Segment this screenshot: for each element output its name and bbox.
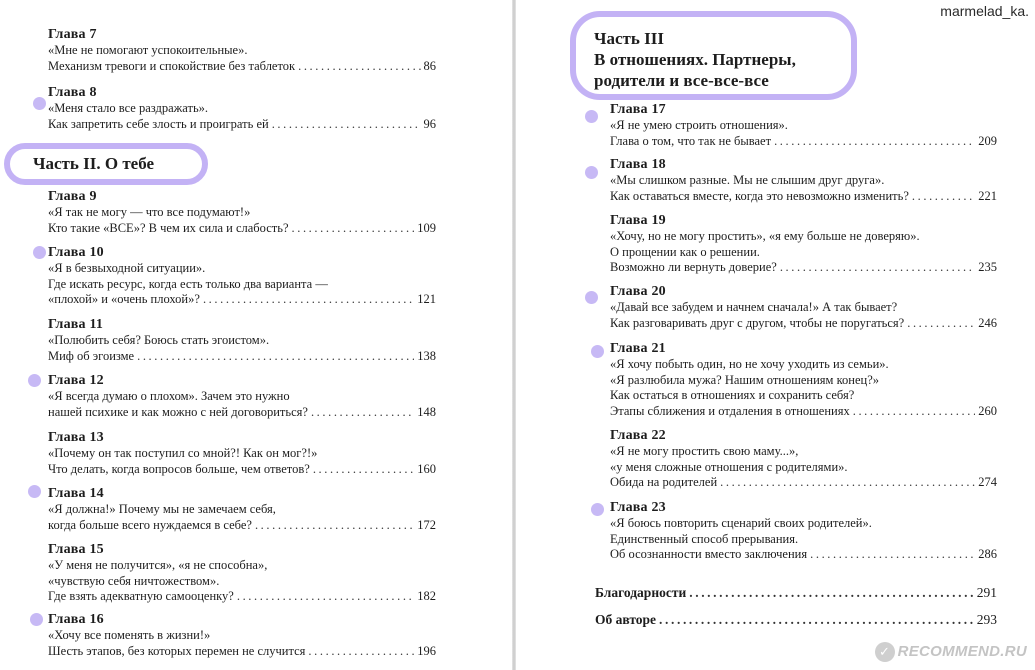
leader-dots — [137, 349, 414, 365]
leader-dots — [659, 612, 974, 628]
toc-entry-ch10 — [48, 245, 436, 308]
chapter-title: Глава 15 — [48, 542, 104, 557]
leader-dots — [774, 134, 975, 150]
chapter-title: Глава 21 — [610, 341, 666, 356]
toc-entry-ch7 — [48, 27, 436, 74]
toc-line — [610, 404, 997, 420]
chapter-subtitle: «Мы слишком разные. Мы не слышим друг друга». — [610, 173, 885, 187]
chapter-title: Глава 23 — [610, 500, 666, 515]
toc-line — [48, 349, 436, 365]
chapter-subtitle: «Я разлюбила мужа? Нашим отношениям конец?» — [610, 372, 880, 387]
toc-text: Этапы сближения и отдаления в отношениях — [610, 403, 850, 418]
chapter-subtitle: «У меня не получится», «я не способна», — [48, 558, 268, 572]
toc-line — [48, 589, 436, 605]
leader-dots — [313, 462, 414, 478]
toc-text: Обида на родителей — [610, 475, 718, 489]
toc-entry-ch18 — [610, 157, 997, 204]
bullet-marker — [30, 613, 43, 626]
chapter-subtitle: Как остаться в отношениях и сохранить себя? — [610, 388, 855, 402]
part-heading-line: Часть III — [594, 29, 664, 48]
chapter-subtitle: «Меня стало все раздражать». — [48, 101, 209, 115]
part-heading-line: родители и все-все-все — [594, 71, 769, 90]
recommend-logo-icon: ✓ — [875, 642, 895, 662]
chapter-subtitle: «Я не умею строить отношения». — [610, 118, 788, 132]
leader-dots — [292, 221, 415, 237]
toc-line — [48, 59, 436, 75]
toc-line — [48, 221, 436, 237]
toc-entry-ch20 — [610, 284, 997, 331]
toc-text: Как запретить себе злость и проиграть ей — [48, 116, 269, 131]
chapter-subtitle: «Мне не помогают успокоительные». — [48, 43, 248, 57]
leader-dots — [907, 316, 975, 332]
chapter-subtitle: Где искать ресурс, когда есть только два варианта — — [48, 276, 328, 291]
chapter-subtitle: Единственный способ прерывания. — [610, 531, 799, 546]
site-watermark-text: RECOMMEND.RU — [897, 643, 1027, 660]
chapter-title: Глава 11 — [48, 317, 104, 332]
page-number: 260 — [978, 403, 997, 418]
toc-line — [610, 316, 997, 332]
toc-text: Об авторе — [595, 612, 657, 627]
bullet-marker — [33, 246, 46, 259]
toc-text: когда больше всего нуждаемся в себе? — [48, 517, 252, 532]
toc-entry-ch19 — [610, 213, 997, 276]
chapter-title: Глава 20 — [610, 284, 666, 299]
chapter-title: Глава 8 — [48, 85, 97, 100]
toc-line — [48, 405, 436, 421]
toc-line — [48, 117, 436, 133]
toc-text: Как разговаривать друг с другом, чтобы не поругаться? — [610, 315, 905, 330]
leader-dots — [255, 518, 414, 534]
toc-line — [610, 189, 997, 205]
leader-dots — [308, 644, 414, 660]
chapter-subtitle: «Я не могу простить свою маму...», — [610, 444, 799, 458]
leader-dots — [298, 59, 420, 75]
part-heading: Часть II. О тебе — [33, 154, 155, 173]
page-number: 291 — [976, 585, 997, 600]
toc-text: Что делать, когда вопросов больше, чем ответов? — [48, 461, 310, 476]
page-number: 138 — [417, 348, 436, 363]
leader-dots — [912, 189, 975, 205]
toc-entry-ch17 — [610, 102, 997, 149]
chapter-subtitle: «Я боюсь повторить сценарий своих родителей». — [610, 516, 872, 530]
page-number: 274 — [978, 475, 997, 489]
toc-text: Благодарности — [595, 585, 687, 600]
toc-entry-ch12 — [48, 373, 436, 420]
chapter-subtitle: «Полюбить себя? Боюсь стать эгоистом». — [48, 333, 270, 347]
page-number: 160 — [417, 461, 436, 476]
toc-text: Шесть этапов, без которых перемен не случится — [48, 643, 306, 658]
leader-dots — [311, 405, 414, 421]
toc-entry-ch23 — [610, 500, 997, 563]
toc-line — [610, 475, 997, 491]
chapter-title: Глава 12 — [48, 373, 104, 388]
chapter-title: Глава 22 — [610, 428, 666, 443]
chapter-title: Глава 10 — [48, 245, 104, 260]
page-number: 235 — [978, 260, 997, 274]
toc-line — [48, 292, 436, 308]
page-number: 96 — [423, 116, 436, 131]
right-page — [516, 0, 1035, 670]
username-watermark: marmelad_ka. — [940, 3, 1029, 19]
page-number: 196 — [417, 643, 436, 658]
toc-text: Глава о том, что так не бывает — [610, 133, 772, 148]
toc-line — [610, 134, 997, 150]
chapter-subtitle: «Я хочу побыть один, но не хочу уходить из семьи». — [610, 357, 889, 371]
chapter-subtitle: «Я должна!» Почему мы не замечаем себя, — [48, 502, 276, 516]
chapter-title: Глава 9 — [48, 189, 97, 204]
chapter-title: Глава 18 — [610, 157, 666, 172]
chapter-subtitle: «у меня сложные отношения с родителями». — [610, 459, 848, 474]
toc-text: Механизм тревоги и спокойствие без таблеток — [48, 58, 296, 73]
toc-text: нашей психике и как можно с ней договориться? — [48, 404, 308, 419]
bullet-marker — [28, 374, 41, 387]
toc-line — [610, 260, 997, 276]
toc-entry-ch14 — [48, 486, 436, 533]
toc-entry-ch15 — [48, 542, 436, 605]
chapter-subtitle: «Я так не могу — что все подумают!» — [48, 205, 251, 219]
toc-entry-ch11 — [48, 317, 436, 364]
leader-dots — [810, 547, 975, 563]
toc-text: «плохой» и «очень плохой»? — [48, 292, 200, 306]
bullet-marker — [28, 485, 41, 498]
chapter-title: Глава 14 — [48, 486, 104, 501]
toc-line — [48, 462, 436, 478]
page-number: 221 — [978, 188, 997, 203]
toc-line — [610, 547, 997, 563]
toc-entry-ch21 — [610, 341, 997, 419]
part-heading — [594, 28, 796, 91]
toc-text: Миф об эгоизме — [48, 348, 135, 363]
leader-dots — [780, 260, 975, 276]
toc-line — [48, 518, 436, 534]
toc-entry-ch9 — [48, 189, 436, 236]
page-number: 121 — [417, 292, 436, 306]
site-watermark — [875, 642, 1027, 662]
chapter-subtitle: «Давай все забудем и начнем сначала!» А так бывает? — [610, 300, 898, 314]
toc-text: Где взять адекватную самооценку? — [48, 589, 234, 603]
chapter-subtitle: «Хочу все поменять в жизни!» — [48, 628, 211, 642]
toc-entry-about — [595, 612, 997, 628]
page-number: 209 — [978, 133, 997, 148]
chapter-subtitle: «Я всегда думаю о плохом». Зачем это нужно — [48, 389, 290, 403]
toc-entry-ch13 — [48, 430, 436, 477]
toc-line — [48, 644, 436, 660]
bullet-marker — [585, 110, 598, 123]
leader-dots — [853, 404, 976, 420]
toc-text: Кто такие «ВСЕ»? В чем их сила и слабость? — [48, 220, 289, 235]
chapter-title: Глава 17 — [610, 102, 666, 117]
part-heading-line: В отношениях. Партнеры, — [594, 50, 796, 69]
page-number: 172 — [417, 517, 436, 532]
leader-dots — [203, 292, 414, 308]
toc-entry-ch22 — [610, 428, 997, 491]
page-number: 182 — [417, 589, 436, 603]
bullet-marker — [585, 166, 598, 179]
chapter-title: Глава 19 — [610, 213, 666, 228]
chapter-title: Глава 13 — [48, 430, 104, 445]
toc-entry-thanks — [595, 585, 997, 601]
chapter-subtitle: «Почему он так поступил со мной?! Как он мог?!» — [48, 446, 318, 460]
toc-text: Возможно ли вернуть доверие? — [610, 260, 777, 274]
page-number: 109 — [417, 220, 436, 235]
leader-dots — [689, 585, 974, 601]
bullet-marker — [585, 291, 598, 304]
bullet-marker — [33, 97, 46, 110]
chapter-subtitle: «чувствую себя ничтожеством». — [48, 573, 220, 588]
chapter-title: Глава 16 — [48, 612, 104, 627]
page-number: 286 — [978, 547, 997, 561]
leader-dots — [272, 117, 421, 133]
leader-dots — [720, 475, 975, 491]
toc-entry-ch8 — [48, 85, 436, 132]
bullet-marker — [591, 345, 604, 358]
page-number: 246 — [978, 315, 997, 330]
chapter-title: Глава 7 — [48, 27, 97, 42]
chapter-subtitle: «Хочу, но не могу простить», «я ему больше не доверяю». — [610, 229, 920, 243]
page-number: 293 — [976, 612, 997, 627]
chapter-subtitle: «Я в безвыходной ситуации». — [48, 261, 206, 275]
toc-text: Как оставаться вместе, когда это невозможно изменить? — [610, 188, 909, 203]
leader-dots — [237, 589, 414, 605]
bullet-marker — [591, 503, 604, 516]
toc-entry-ch16 — [48, 612, 436, 659]
chapter-subtitle: О прощении как о решении. — [610, 244, 760, 259]
toc-text: Об осознанности вместо заключения — [610, 547, 808, 561]
page-number: 86 — [423, 58, 436, 73]
page-number: 148 — [417, 404, 436, 419]
